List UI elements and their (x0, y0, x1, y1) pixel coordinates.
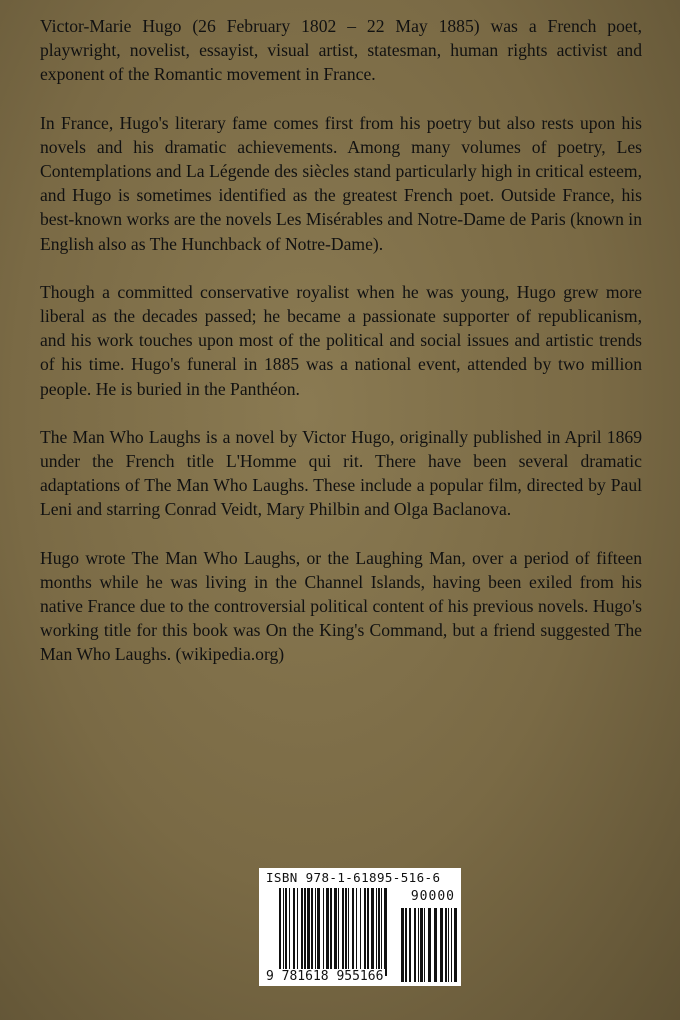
barcode-bar (428, 908, 431, 982)
barcode-bar (360, 888, 361, 976)
paragraph-bio: Victor-Marie Hugo (26 February 1802 – 22 May 1885) was a French poet, playwright, novelist, essayist, visual artist, statesman, human rights activist and exponent of the Romantic movement in France. (40, 16, 642, 85)
barcode-bar (307, 888, 310, 976)
barcode-bar (326, 888, 329, 976)
barcode-bar (279, 888, 281, 976)
barcode-bar (297, 888, 298, 976)
barcode-bar (364, 888, 366, 976)
barcode-bar (338, 888, 339, 976)
isbn-barcode (259, 868, 461, 986)
barcode-bar (330, 888, 332, 976)
barcode-digits: 9 781618 955166 (266, 969, 384, 984)
barcode-bar (405, 908, 407, 982)
barcode-bar (301, 888, 303, 976)
barcode-bar (342, 888, 344, 976)
paragraph-writing: Hugo wrote The Man Who Laughs, or the Laughing Man, over a period of fifteen months while he was living in the Channel Islands, having been exiled from his native France due to the controversial political content of his previous novels. Hugo's working title for this book was On the King's Command, but a friend suggested The Man Who Laughs. (wikipedia.org) (40, 547, 642, 665)
barcode-bar (285, 888, 287, 976)
barcode-bar (451, 908, 452, 982)
barcode-bar (371, 888, 374, 976)
back-cover-text (40, 14, 642, 691)
barcode-bar (323, 888, 324, 976)
barcode-bar (304, 888, 306, 976)
barcode-bar (345, 888, 347, 976)
barcode-bar (420, 908, 423, 982)
barcode-bar (424, 908, 425, 982)
barcode-bar (376, 888, 377, 976)
barcode-bar (454, 908, 457, 982)
price-addon: 90000 (410, 889, 455, 904)
barcode-bar (289, 888, 290, 976)
barcode-bar (434, 908, 437, 982)
barcode-bar (384, 888, 387, 976)
barcode-bar (381, 888, 382, 976)
barcode-bar (440, 908, 443, 982)
barcode-bar (448, 908, 449, 982)
barcode-bar (418, 908, 419, 982)
barcode-bar (283, 888, 284, 976)
barcode-bar (409, 908, 411, 982)
barcode-bar (401, 908, 404, 982)
barcode-bar (367, 888, 369, 976)
barcode-bar (445, 908, 447, 982)
barcode-bar (315, 888, 316, 976)
paragraph-fame: In France, Hugo's literary fame comes first from his poetry but also rests upon his novels and his dramatic achievements. Among many volumes of poetry, Les Contemplations and La Légende des siècles stand particularly high in critical esteem, and Hugo is sometimes identified as the greatest French poet. Outside France, his best-known works are the novels Les Misérables and Notre-Dame de Paris (known in English also as The Hunchback of Notre-Dame). (40, 112, 642, 254)
isbn-label: ISBN 978-1-61895-516-6 (266, 870, 441, 885)
barcode-bar (334, 888, 337, 976)
barcode-bar (317, 888, 320, 976)
barcode-bar (414, 908, 416, 982)
paragraph-politics: Though a committed conservative royalist when he was young, Hugo grew more liberal as the decades passed; he became a passionate supporter of republicanism, and his work touches upon most of the political and social issues and artistic trends of his time. Hugo's funeral in 1885 was a national event, attended by two million people. He is buried in the Panthéon. (40, 281, 642, 399)
barcode-bar (348, 888, 349, 976)
barcode-bar (356, 888, 357, 976)
barcode-bar (378, 888, 380, 976)
barcode-bar (311, 888, 313, 976)
paragraph-novel: The Man Who Laughs is a novel by Victor Hugo, originally published in April 1869 under the French title L'Homme qui rit. There have been several dramatic adaptations of The Man Who Laughs. These include a popular film, directed by Paul Leni and starring Conrad Veidt, Mary Philbin and Olga Baclanova. (40, 426, 642, 520)
barcode-bar (352, 888, 354, 976)
barcode-bar (293, 888, 295, 976)
